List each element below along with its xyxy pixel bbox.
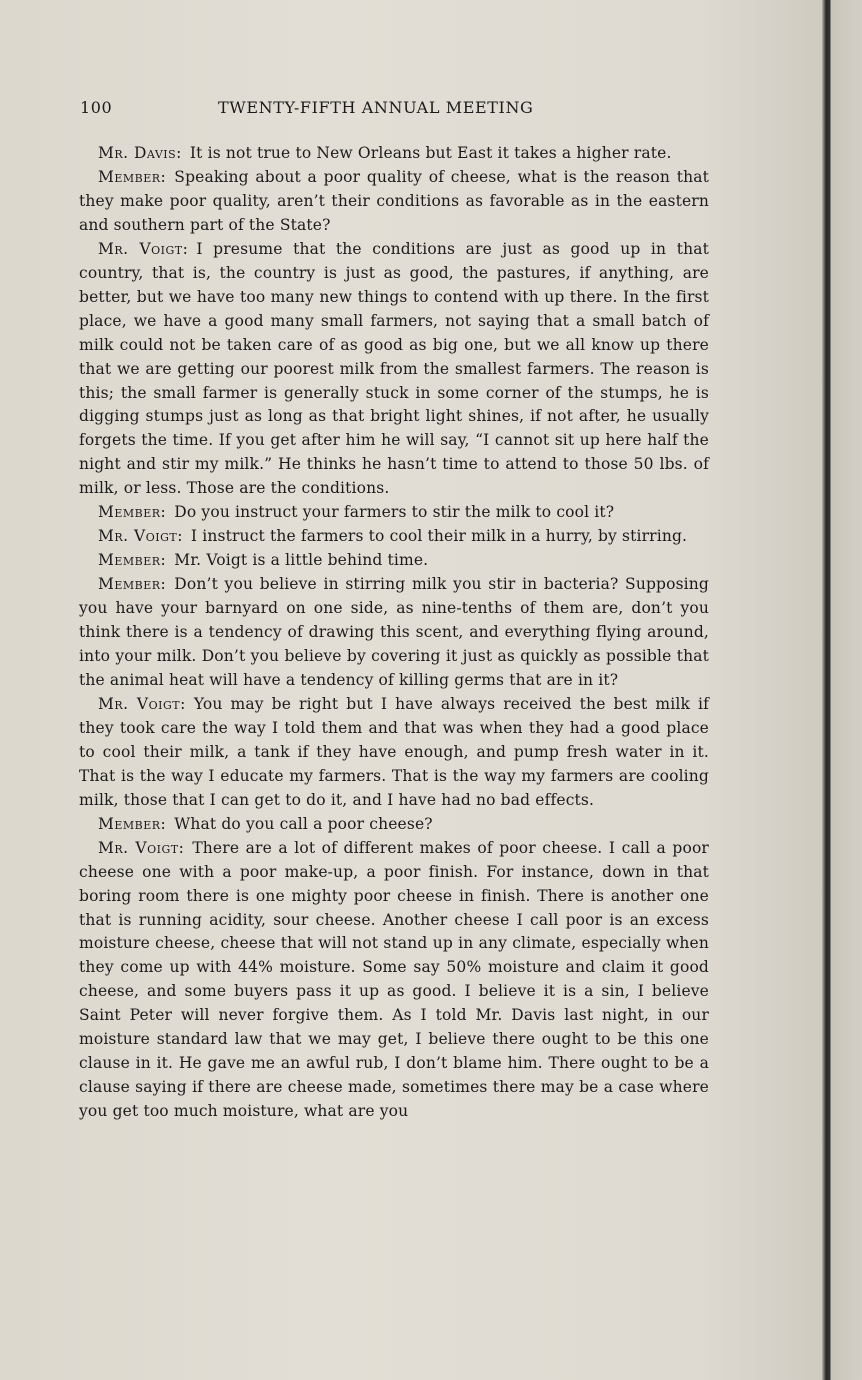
speech-text: Don’t you believe in stirring milk you stir in bacteria? Supposing you have your barnyard on one side, as nine-tenths of them are, don’t you think there is a tendency of drawing this scent, and everything flying around, into your milk. Don’t you believe by covering it just as quickly as possible that the animal heat will have a tendency of killing germs that are in it?	[79, 575, 709, 689]
speaker-label: Mr. Voigt:	[98, 838, 185, 857]
book-binding-edge	[822, 0, 862, 1380]
dialogue-paragraph	[79, 813, 709, 837]
speaker-label: Mr. Voigt:	[98, 694, 186, 713]
speech-text: I instruct the farmers to cool their milk in a hurry, by stirring.	[190, 527, 688, 546]
speaker-label: Member:	[98, 575, 167, 594]
speaker-label: Member:	[98, 503, 167, 522]
dialogue-paragraph	[79, 238, 709, 501]
speech-text: You may be right but I have always received the best milk if they took care the way I told them and that was when they had a good place to cool their milk, a tank if they have enough, and pump fresh water in it. That is the way I educate my farmers. That is the way my farmers are cooling milk, those that I can get to do it, and I have had no bad effects.	[79, 694, 709, 809]
dialogue-paragraph	[79, 501, 709, 525]
speech-text: It is not true to New Orleans but East it takes a higher rate.	[189, 144, 672, 162]
page-number: 100	[80, 98, 113, 117]
speaker-label: Member:	[98, 167, 167, 186]
dialogue-paragraph	[79, 573, 709, 693]
dialogue-paragraph	[79, 525, 709, 549]
speaker-label: Mr. Davis:	[98, 144, 182, 162]
page-header	[80, 98, 708, 122]
speech-text: Speaking about a poor quality of cheese, what is the reason that they make poor quality, aren’t their conditions as favorable as in the eastern and southern part of the State?	[79, 167, 709, 234]
speaker-label: Mr. Voigt:	[98, 527, 183, 546]
speech-text: Do you instruct your farmers to stir the milk to cool it?	[174, 503, 615, 522]
speech-text: There are a lot of different makes of poor cheese. I call a poor cheese one with a poor make-up, a poor finish. For instance, down in that boring room there is one mighty poor cheese in finish. There is another one that is running acidity, sour cheese. Another cheese I call poor is an excess moisture cheese, cheese that will not stand up in any climate, especially when they come up with 44% moisture. Some say 50% moisture and claim it good cheese, and some buyers pass it up as good. I believe it is a sin, I believe Saint Peter will never forgive them. As I told Mr. Davis last night, in our moisture standard law that we may get, I believe there ought to be this one clause in it. He gave me an awful rub, I don’t blame him. There ought to be a clause saying if there are cheese made, sometimes there may be a case where you get too much moisture, what are you	[79, 838, 709, 1121]
speaker-label: Member:	[98, 551, 167, 570]
dialogue-paragraph	[79, 166, 709, 238]
speech-text: I presume that the conditions are just as good up in that country, that is, the country is just as good, the pastures, if anything, are better, but we have too many new things to contend with up there. In the first place, we have a good many small farmers, not saying that a small batch of milk could not be taken care of as good as big one, but we all know up there that we are getting our poorest milk from the smallest farmers. The reason is this; the small farmer is generally stuck in some corner of the stumps, he is digging stumps just as long as that bright light shines, if not after, he usually forgets the time. If you get after him he will say, “I cannot sit up here half the night and stir my milk.” He thinks he hasn’t time to attend to those 50 lbs. of milk, or less. Those are the conditions.	[79, 239, 709, 498]
speech-text: Mr. Voigt is a little behind time.	[174, 551, 429, 570]
transcript-body	[79, 142, 709, 1124]
running-head: TWENTY-FIFTH ANNUAL MEETING	[218, 98, 534, 117]
speaker-label: Mr. Voigt:	[98, 239, 189, 258]
dialogue-paragraph	[79, 837, 709, 1124]
speech-text: What do you call a poor cheese?	[174, 814, 433, 833]
dialogue-paragraph	[79, 693, 709, 813]
dialogue-paragraph	[79, 549, 709, 573]
dialogue-paragraph	[79, 142, 709, 166]
speaker-label: Member:	[98, 814, 167, 833]
